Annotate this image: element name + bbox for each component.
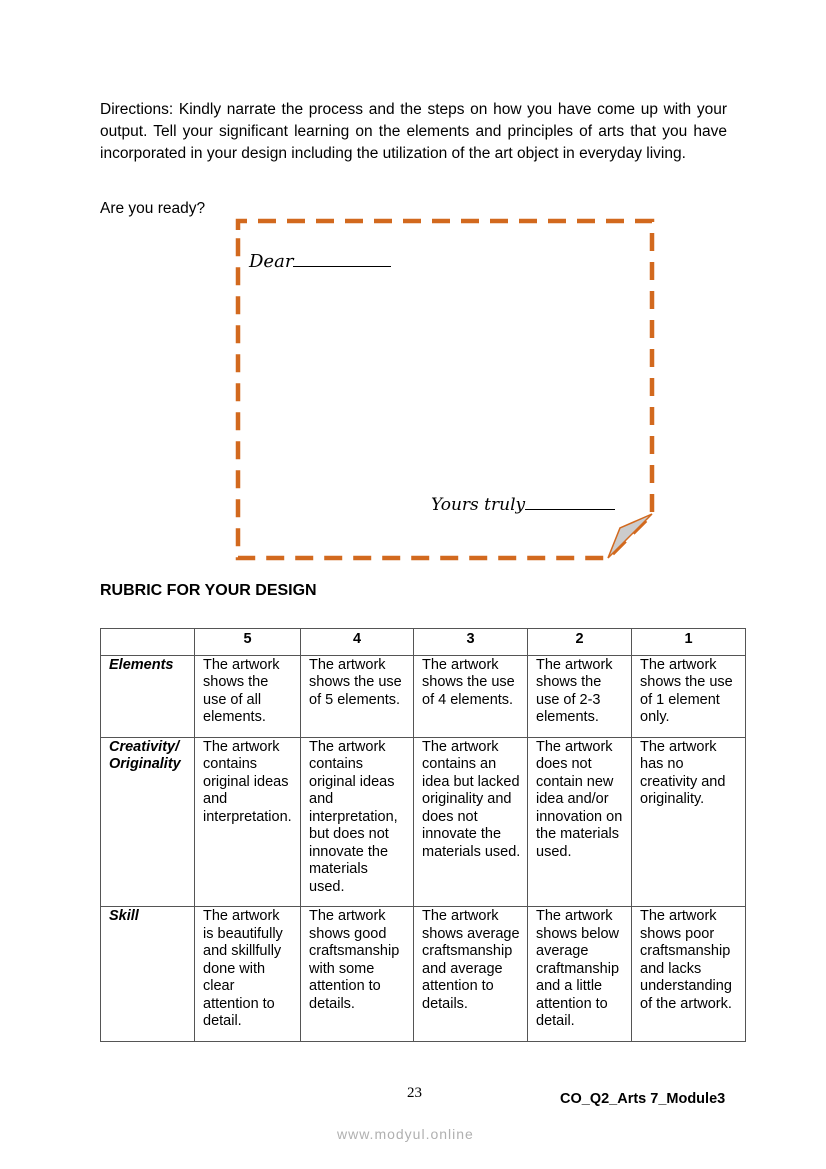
closing-blank-line[interactable]	[525, 495, 615, 510]
header-cell	[101, 629, 195, 656]
rubric-cell: The artwork shows good craftsmanship with some attention to details.	[301, 907, 414, 1042]
rubric-cell: The artwork shows the use of 2-3 elements.	[528, 655, 632, 737]
criterion-cell: Skill	[101, 907, 195, 1042]
header-cell: 3	[414, 629, 528, 656]
rubric-cell: The artwork shows average craftsmanship and average attention to details.	[414, 907, 528, 1042]
rubric-cell: The artwork contains an idea but lacked originality and does not innovate the materials used.	[414, 737, 528, 907]
letter-greeting	[249, 250, 391, 272]
rubric-cell: The artwork does not contain new idea and/or innovation on the materials used.	[528, 737, 632, 907]
header-cell: 4	[301, 629, 414, 656]
page-curl-icon	[608, 514, 652, 558]
table-row	[101, 655, 746, 737]
rubric-cell: The artwork shows poor craftsmanship and lacks understanding of the artwork.	[632, 907, 746, 1042]
directions-text: Directions: Kindly narrate the process and the steps on how you have come up with your output. Tell your significant learning on the elements and principles of arts that you have incorporated in your design including the utilization of the art object in everyday living.	[100, 101, 727, 162]
table-row	[101, 907, 746, 1042]
header-cell: 2	[528, 629, 632, 656]
rubric-cell: The artwork contains original ideas and interpretation, but does not innovate the materials used.	[301, 737, 414, 907]
criterion-cell: Creativity/ Originality	[101, 737, 195, 907]
header-cell: 1	[632, 629, 746, 656]
page-number: 23	[407, 1085, 422, 1101]
rubric-cell: The artwork is beautifully and skillfully done with clear attention to detail.	[195, 907, 301, 1042]
letter-closing	[431, 495, 615, 515]
closing-text: Yours truly	[431, 495, 526, 515]
module-code: CO_Q2_Arts 7_Module3	[560, 1091, 726, 1107]
table-row	[101, 737, 746, 907]
watermark: www.modyul.online	[337, 1126, 474, 1142]
rubric-cell: The artwork contains original ideas and interpretation.	[195, 737, 301, 907]
rubric-cell: The artwork shows the use of 5 elements.	[301, 655, 414, 737]
rubric-title: RUBRIC FOR YOUR DESIGN	[100, 582, 317, 599]
greeting-blank-line[interactable]	[293, 250, 391, 267]
header-cell: 5	[195, 629, 301, 656]
rubric-header-row	[101, 629, 746, 656]
rubric-cell: The artwork shows below average craftmanship and a little attention to detail.	[528, 907, 632, 1042]
rubric-table	[100, 628, 746, 1042]
rubric-cell: The artwork shows the use of 4 elements.	[414, 655, 528, 737]
rubric-cell: The artwork shows the use of 1 element only.	[632, 655, 746, 737]
rubric-cell: The artwork has no creativity and originality.	[632, 737, 746, 907]
criterion-cell: Elements	[101, 655, 195, 737]
ready-prompt: Are you ready?	[100, 200, 206, 217]
rubric-cell: The artwork shows the use of all elements.	[195, 655, 301, 737]
greeting-text: Dear	[249, 251, 294, 272]
